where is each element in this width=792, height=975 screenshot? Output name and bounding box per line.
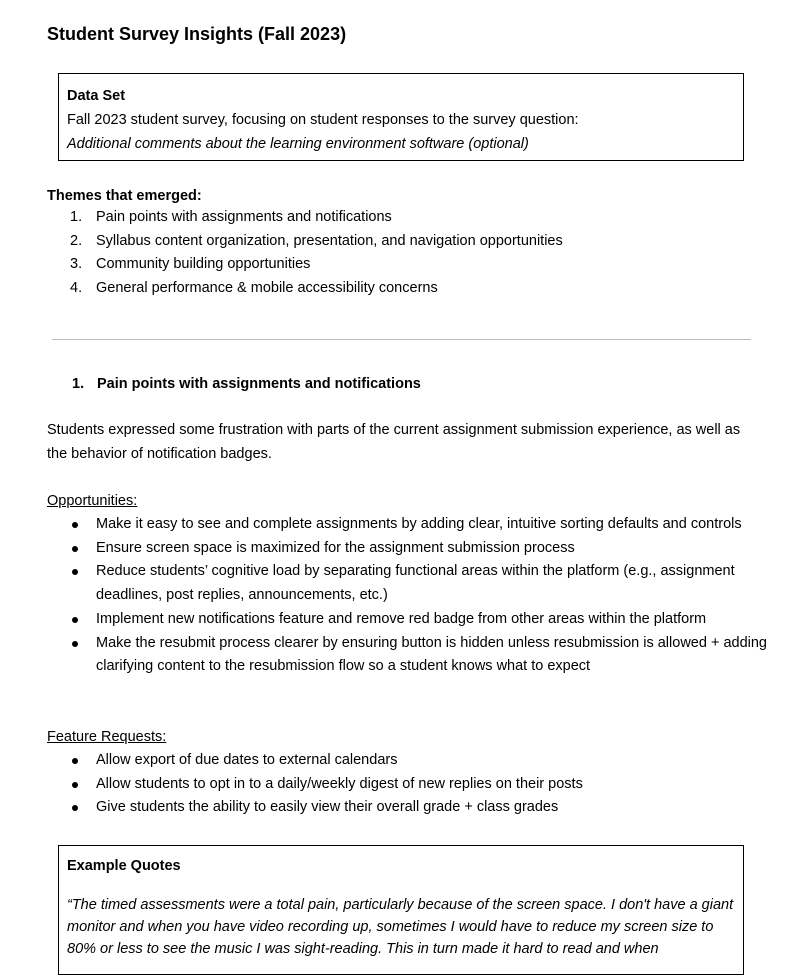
- themes-list: [47, 206, 563, 301]
- feature-request-item: [47, 749, 767, 773]
- section-1-number: 1.: [72, 376, 85, 392]
- feature-request-text: Allow export of due dates to external calendars: [96, 752, 398, 768]
- feature-requests-heading: Feature Requests:: [47, 729, 167, 745]
- feature-request-item: [47, 773, 767, 797]
- bullet-icon: [72, 546, 78, 552]
- theme-item: [47, 253, 563, 277]
- example-quotes-heading: Example Quotes: [67, 858, 181, 874]
- theme-text: General performance & mobile accessibility concerns: [96, 280, 438, 297]
- theme-text: Pain points with assignments and notifications: [96, 209, 392, 225]
- theme-number: 2.: [70, 232, 83, 249]
- opportunity-item: [47, 537, 767, 561]
- data-set-box: [58, 73, 744, 161]
- data-set-heading: Data Set: [67, 88, 126, 104]
- opportunity-item: [47, 608, 767, 632]
- feature-request-text: Give students the ability to easily view their overall grade + class grades: [96, 799, 559, 816]
- opportunity-item: [47, 560, 767, 607]
- page-title: Student Survey Insights (Fall 2023): [47, 24, 347, 44]
- bullet-icon: [72, 758, 78, 764]
- theme-text: Syllabus content organization, presentation, and navigation opportunities: [96, 232, 563, 249]
- opportunity-text: Reduce students’ cognitive load by separating functional areas within the platform (e.g., assignment deadlines, post replies, announcements, etc.): [96, 563, 735, 604]
- feature-request-text: Allow students to opt in to a daily/weekly digest of new replies on their posts: [96, 775, 583, 792]
- opportunities-heading: Opportunities:: [47, 493, 138, 509]
- opportunities-list: [47, 513, 767, 679]
- opportunity-text: Make it easy to see and complete assignments by adding clear, intuitive sorting defaults and controls: [96, 516, 742, 532]
- horizontal-divider: [52, 339, 751, 340]
- theme-item: [47, 206, 563, 230]
- section-1-intro: Students expressed some frustration with parts of the current assignment submission experience, as well as the behavior of notification badges.: [47, 422, 741, 462]
- example-quote: “The timed assessments were a total pain, particularly because of the screen space. I don't have a giant monitor and when you have video recording up, sometimes I would have to reduce my screen size to 80% or less to see the music I was sight-reading. This in turn made it hard to read and when: [67, 897, 734, 957]
- opportunity-item: [47, 513, 767, 537]
- theme-number: 4.: [70, 280, 83, 297]
- bullet-icon: [72, 569, 78, 575]
- bullet-icon: [72, 805, 78, 811]
- data-set-survey-question: Additional comments about the learning environment software (optional): [67, 136, 529, 152]
- section-1-heading: [72, 372, 421, 396]
- example-quotes-box: [58, 845, 744, 975]
- opportunity-text: Implement new notifications feature and remove red badge from other areas within the platform: [96, 610, 707, 627]
- theme-item: [47, 230, 563, 254]
- opportunity-text: Ensure screen space is maximized for the assignment submission process: [96, 539, 575, 556]
- data-set-description: Fall 2023 student survey, focusing on student responses to the survey question:: [67, 112, 579, 128]
- theme-number: 1.: [70, 209, 83, 225]
- feature-requests-list: [47, 749, 767, 820]
- section-1-title: Pain points with assignments and notifications: [97, 376, 421, 392]
- bullet-icon: [72, 522, 78, 528]
- theme-item: [47, 277, 563, 301]
- opportunity-text: Make the resubmit process clearer by ensuring button is hidden unless resubmission is allowed + adding clarifying content to the resubmission flow so a student knows what to expect: [96, 634, 767, 675]
- bullet-icon: [72, 782, 78, 788]
- opportunity-item: [47, 632, 767, 679]
- bullet-icon: [72, 641, 78, 647]
- theme-text: Community building opportunities: [96, 256, 311, 273]
- feature-request-item: [47, 796, 767, 820]
- bullet-icon: [72, 617, 78, 623]
- themes-heading: Themes that emerged:: [47, 188, 202, 204]
- theme-number: 3.: [70, 256, 83, 273]
